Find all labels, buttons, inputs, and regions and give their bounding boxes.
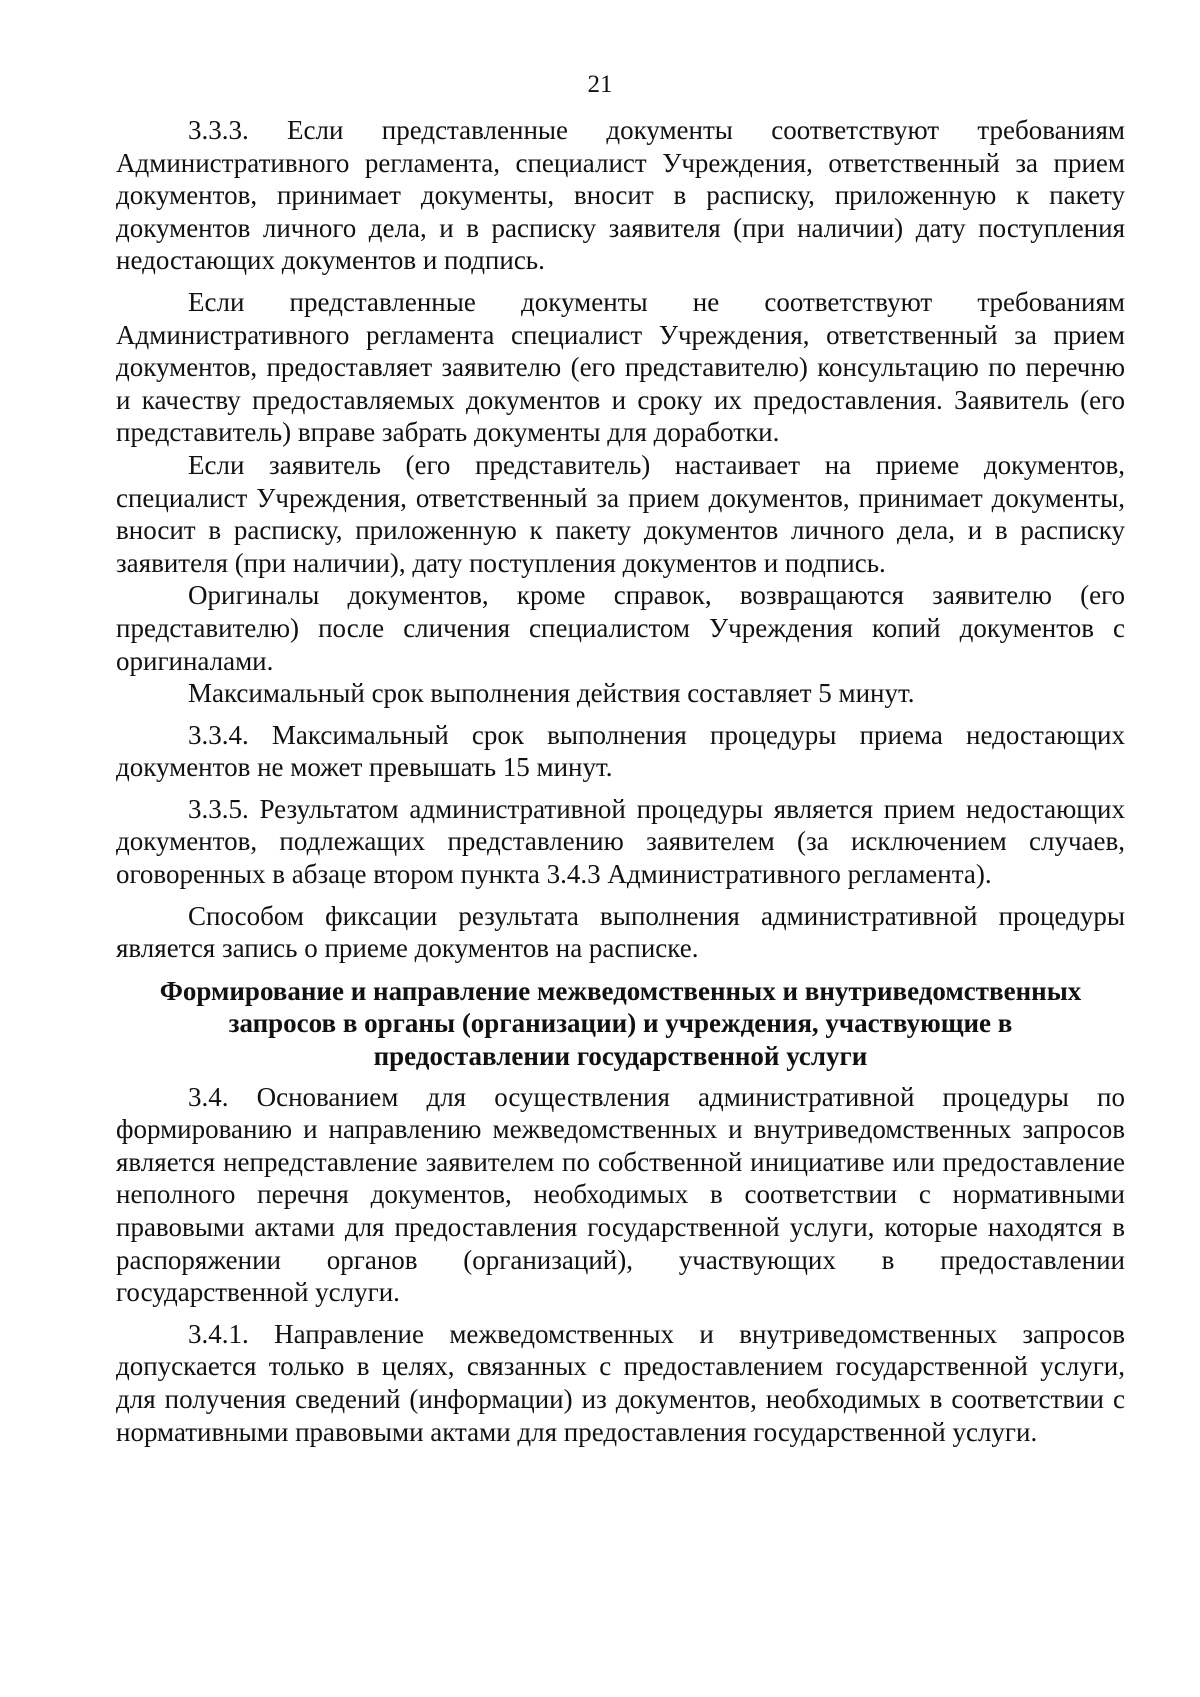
paragraph-max-action-time: Максимальный срок выполнения действия составляет 5 минут. <box>188 678 915 709</box>
paragraph-3-3-3: 3.3.3. Если представленные документы соответствуют требованиям Административного регламента, специалист Учреждения, ответственный за прием документов, принимает документы, вносит в расписку, приложенную к пакету документов личного дела, и в расписку заявителя (при наличии) дату поступления недостающих документов и подпись. <box>116 115 1125 276</box>
paragraph-fixation-method: Способом фиксации результата выполнения административной процедуры является запись о приеме документов на расписке. <box>116 900 1125 964</box>
paragraph-3-4: 3.4. Основанием для осуществления административной процедуры по формированию и направлению межведомственных и внутриведомственных запросов является непредставление заявителем по собственной инициативе или предоставление неполного перечня документов, необходимых в соответствии с нормативными правовыми актами для предоставления государственной услуги, которые находятся в распоряжении органов (организаций), участвующих в предоставлении государственной услуги. <box>116 1081 1125 1308</box>
paragraph-documents-not-compliant: Если представленные документы не соответствуют требованиям Административного регламента специалист Учреждения, ответственный за прием документов, предоставляет заявителю (его представителю) консультацию по перечню и качеству предоставляемых документов и сроку их предоставления. Заявитель (его представитель) вправе забрать документы для доработки. <box>116 286 1125 448</box>
paragraph-applicant-insists: Если заявитель (его представитель) настаивает на приеме документов, специалист Учреждения, ответственный за прием документов, принимает документы, вносит в расписку, приложенную к пакету документов личного дела, и в расписку заявителя (при наличии), дату поступления документов и подпись. <box>116 449 1125 578</box>
document-body <box>116 114 1125 1448</box>
paragraph-3-4-1: 3.4.1. Направление межведомственных и внутриведомственных запросов допускается только в целях, связанных с предоставлением государственной услуги, для получения сведений (информации) из документов, необходимых в соответствии с нормативными правовыми актами для предоставления государственной услуги. <box>116 1318 1125 1447</box>
section-heading-line-3: предоставлении государственной услуги <box>373 1041 868 1072</box>
paragraph-originals-returned: Оригиналы документов, кроме справок, возвращаются заявителю (его представителю) после сличения специалистом Учреждения копий документов с оригиналами. <box>116 580 1125 676</box>
paragraph-3-3-5: 3.3.5. Результатом административной процедуры является прием недостающих документов, подлежащих представлению заявителем (за исключением случаев, оговоренных в абзаце втором пункта 3.4.3 Административного регламента). <box>116 793 1125 890</box>
section-heading-line-1: Формирование и направление межведомственных и внутриведомственных <box>159 975 1082 1006</box>
paragraph-3-3-4: 3.3.4. Максимальный срок выполнения процедуры приема недостающих документов не может превышать 15 минут. <box>116 719 1125 783</box>
page-number: 21 <box>587 71 613 98</box>
section-heading <box>116 975 1125 1073</box>
section-heading-line-2: запросов в органы (организации) и учреждения, участвующие в <box>228 1008 1013 1039</box>
